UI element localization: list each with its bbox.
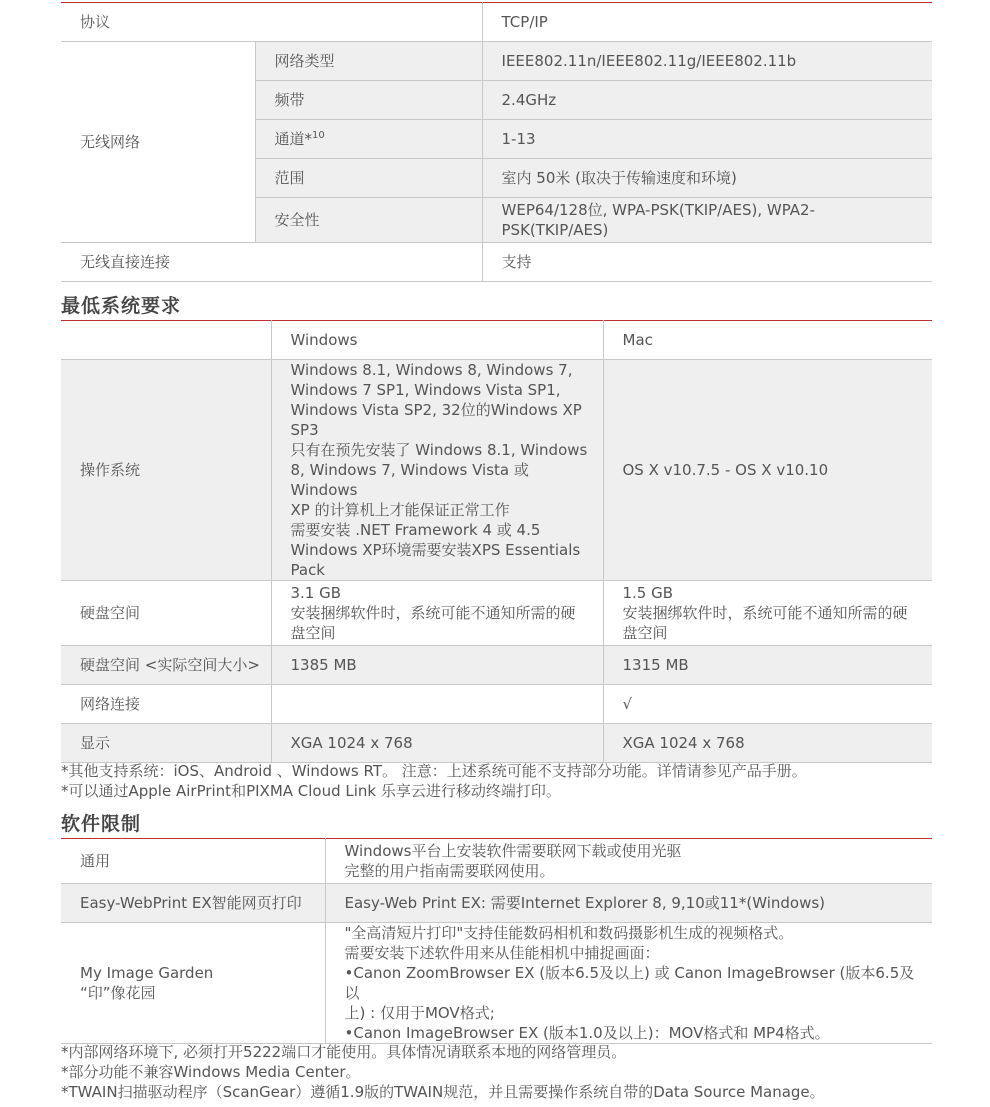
col-windows: Windows [271, 321, 603, 360]
table-row [61, 581, 932, 646]
disk-windows: 3.1 GB 安装捆绑软件时，系统可能不通知所需的硬 盘空间 [271, 581, 603, 646]
table-row [61, 724, 932, 763]
table-row [61, 923, 932, 1044]
wireless-label: 无线网络 [61, 42, 255, 243]
network-spec-table [61, 2, 932, 282]
network-connect-label: 网络连接 [61, 685, 271, 724]
security-value: WEP64/128位, WPA-PSK(TKIP/AES), WPA2- PSK(TKIP/AES) [482, 198, 932, 243]
protocol-value: TCP/IP [482, 3, 932, 42]
general-label: 通用 [61, 839, 325, 884]
wireless-direct-label: 无线直接连接 [61, 243, 482, 282]
note-line: *TWAIN扫描驱动程序（ScanGear）遵循1.9版的TWAIN规范，并且需要操作系统自带的Data Source Manage。 [61, 1083, 825, 1101]
sysreq-notes [61, 761, 807, 801]
table-row [61, 42, 932, 81]
footnote-marker: 10 [312, 130, 325, 141]
disk-mac: 1.5 GB 安装捆绑软件时，系统可能不通知所需的硬 盘空间 [603, 581, 932, 646]
display-mac: XGA 1024 x 768 [603, 724, 932, 763]
display-label: 显示 [61, 724, 271, 763]
easy-webprint-label: Easy-WebPrint EX智能网页打印 [61, 884, 325, 923]
table-row [61, 243, 932, 282]
col-mac: Mac [603, 321, 932, 360]
my-image-garden-label: My Image Garden “印”像花园 [61, 923, 325, 1044]
security-label: 安全性 [255, 198, 482, 243]
actual-disk-windows: 1385 MB [271, 646, 603, 685]
note-line: *内部网络环境下, 必须打开5222端口才能使用。具体情况请联系本地的网络管理员。 [61, 1043, 627, 1061]
note-line: *其他支持系统：iOS、Android 、Windows RT。 注意：上述系统可能不支持部分功能。详情请参见产品手册。 [61, 762, 807, 780]
channel-label: 通道*$^{10}$ [255, 120, 482, 159]
actual-disk-label: 硬盘空间 <实际空间大小> [61, 646, 271, 685]
general-value: Windows平台上安装软件需要联网下载或使用光驱 完整的用户指南需要联网使用。 [325, 839, 932, 884]
channel-value: 1-13 [482, 120, 932, 159]
network-connect-windows [271, 685, 603, 724]
os-mac: OS X v10.7.5 - OS X v10.10 [603, 360, 932, 581]
network-type-value: IEEE802.11n/IEEE802.11g/IEEE802.11b [482, 42, 932, 81]
table-row [61, 839, 932, 884]
note-line: *部分功能不兼容Windows Media Center。 [61, 1063, 361, 1081]
table-row [61, 685, 932, 724]
network-type-label: 网络类型 [255, 42, 482, 81]
table-row [61, 884, 932, 923]
table-row [61, 3, 932, 42]
actual-disk-mac: 1315 MB [603, 646, 932, 685]
os-label: 操作系统 [61, 360, 271, 581]
band-label: 频带 [255, 81, 482, 120]
display-windows: XGA 1024 x 768 [271, 724, 603, 763]
note-line: *可以通过Apple AirPrint和PIXMA Cloud Link 乐享云进行移动终端打印。 [61, 782, 561, 800]
network-connect-mac: √ [603, 685, 932, 724]
my-image-garden-value: "全高清短片打印"支持佳能数码相机和数码摄影机生成的视频格式。 需要安装下述软件用来从佳能相机中捕捉画面： •Canon ZoomBrowser EX (版本6.5及以上) 或 Canon ImageBrowser (版本6.5及以 上) : 仅用于MOV格式; •Canon ImageBrowser EX (版本1.0及以上)：MOV格式和 MP4格式。 [325, 923, 932, 1044]
protocol-label: 协议 [61, 3, 482, 42]
band-value: 2.4GHz [482, 81, 932, 120]
table-row [61, 646, 932, 685]
software-table [61, 838, 932, 1044]
header-blank [61, 321, 271, 360]
os-windows: Windows 8.1, Windows 8, Windows 7, Windows 7 SP1, Windows Vista SP1, Windows Vista SP2, 32位的Windows XP SP3 只有在预先安装了 Windows 8.1, Windows 8, Windows 7, Windows Vista 或 Windows XP 的计算机上才能保证正常工作 需要安装 .NET Framework 4 或 4.5 Windows XP环境需要安装XPS Essentials Pack [271, 360, 603, 581]
sysreq-heading: 最低系统要求 [61, 295, 182, 317]
software-notes [61, 1042, 825, 1102]
range-label: 范围 [255, 159, 482, 198]
wireless-direct-value: 支持 [482, 243, 932, 282]
table-row [61, 360, 932, 581]
table-row [61, 321, 932, 360]
range-value: 室内 50米 (取决于传输速度和环境) [482, 159, 932, 198]
easy-webprint-value: Easy-Web Print EX: 需要Internet Explorer 8, 9,10或11*(Windows) [325, 884, 932, 923]
software-heading: 软件限制 [61, 813, 142, 835]
disk-label: 硬盘空间 [61, 581, 271, 646]
sysreq-table [61, 320, 932, 763]
